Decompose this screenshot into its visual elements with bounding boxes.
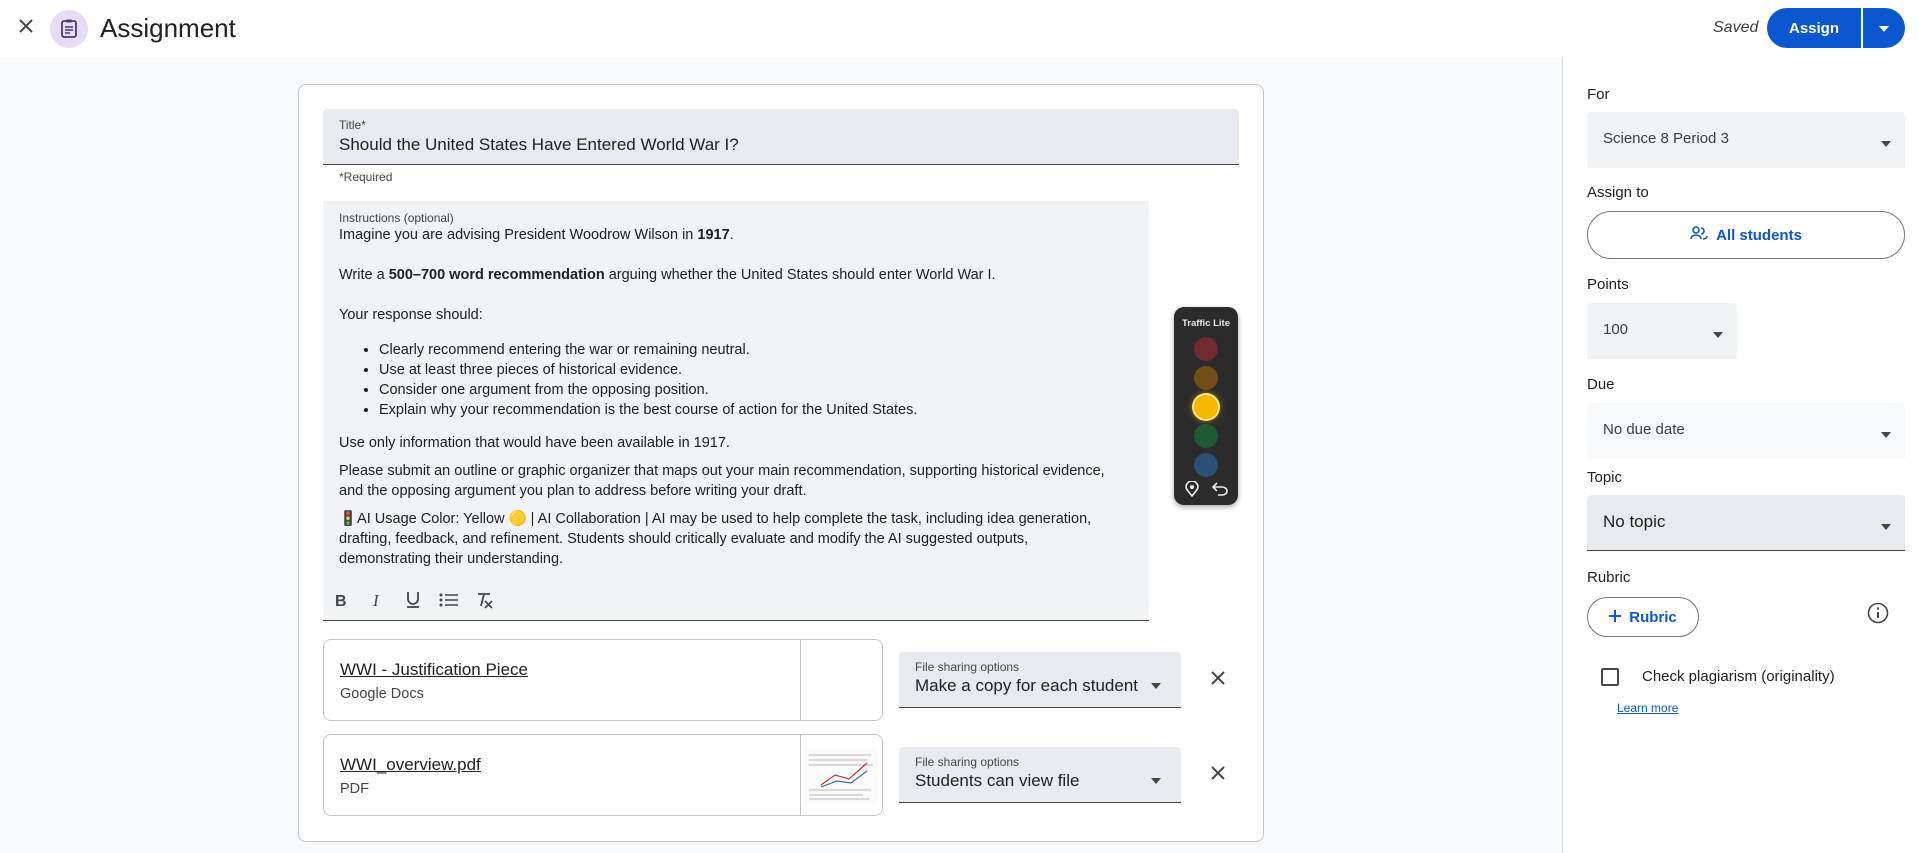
- instructions-line: and the opposing argument you plan to address before writing your draft.: [339, 483, 807, 499]
- caret-down-icon: [1713, 325, 1723, 343]
- svg-text:B: B: [335, 592, 347, 608]
- caret-down-icon: [1881, 134, 1891, 152]
- close-button[interactable]: [10, 12, 42, 44]
- traffic-lite-label: Traffic Lite: [1181, 318, 1231, 329]
- attachment-thumbnail: [800, 640, 882, 720]
- list-item: • Explain why your recommendation is the best course of action for the United States.: [379, 400, 917, 420]
- attachment-type: Google Docs: [340, 686, 424, 702]
- title-input[interactable]: Should the United States Have Entered World War I?: [339, 135, 739, 154]
- clear-formatting-button[interactable]: [471, 588, 499, 616]
- traffic-light-red[interactable]: [1194, 337, 1218, 361]
- page-title: Assignment: [100, 13, 236, 43]
- saved-status: Saved: [1713, 19, 1759, 36]
- topic-value: No topic: [1603, 512, 1666, 531]
- attachment-title[interactable]: WWI_overview.pdf: [340, 755, 481, 774]
- class-select[interactable]: [1587, 112, 1905, 168]
- people-icon: [1690, 226, 1708, 244]
- required-note: *Required: [339, 170, 393, 184]
- list-item: • Consider one argument from the opposing position.: [379, 380, 917, 400]
- bulleted-list-button[interactable]: [435, 588, 463, 616]
- attachment-title[interactable]: WWI - Justification Piece: [340, 660, 528, 679]
- top-app-bar: [0, 0, 1918, 58]
- topic-select[interactable]: [1587, 495, 1905, 551]
- caret-down-icon: [1879, 19, 1889, 37]
- instructions-line: 🚦AI Usage Color: Yellow 🟡 | AI Collaboration | AI may be used to help complete the task, including idea generation,: [339, 511, 1092, 527]
- learn-more-link[interactable]: Learn more: [1617, 701, 1679, 715]
- all-students-button[interactable]: [1587, 211, 1905, 259]
- plagiarism-checkbox[interactable]: [1601, 668, 1619, 686]
- add-rubric-label: Rubric: [1629, 608, 1677, 626]
- list-item: • Clearly recommend entering the war or remaining neutral.: [379, 340, 917, 360]
- instructions-line: drafting, feedback, and refinement. Students should critically evaluate and modify the AI suggested outputs,: [339, 531, 1029, 547]
- caret-down-icon: [1881, 517, 1891, 535]
- add-rubric-button[interactable]: [1587, 597, 1699, 637]
- title-label: Title*: [339, 118, 366, 132]
- italic-icon: [369, 592, 385, 613]
- traffic-light-green[interactable]: [1194, 424, 1218, 448]
- remove-attachment-button[interactable]: [1204, 761, 1232, 789]
- for-label: For: [1587, 86, 1610, 103]
- topic-label: Topic: [1587, 469, 1623, 486]
- info-icon: [1867, 602, 1889, 629]
- caret-down-icon: [1881, 425, 1891, 443]
- due-date-select[interactable]: [1587, 403, 1905, 459]
- assign-button[interactable]: Assign: [1767, 8, 1861, 48]
- instructions-line: Your response should:: [339, 307, 483, 323]
- file-sharing-select[interactable]: [899, 747, 1181, 803]
- file-sharing-label: File sharing options: [915, 755, 1020, 769]
- points-label: Points: [1587, 276, 1629, 293]
- caret-down-icon: [1151, 771, 1161, 789]
- close-icon: [1211, 766, 1225, 785]
- list-item: • Use at least three pieces of historical evidence.: [379, 360, 917, 380]
- instructions-line: demonstrating their understanding.: [339, 551, 564, 567]
- instructions-bullet-list: [379, 340, 917, 420]
- due-label: Due: [1587, 376, 1615, 393]
- italic-button[interactable]: [363, 588, 391, 616]
- bold-icon: [333, 592, 349, 613]
- rubric-label: Rubric: [1587, 569, 1631, 586]
- instructions-line: Use only information that would have been available in 1917.: [339, 435, 730, 451]
- underline-icon: [405, 591, 421, 614]
- undo-icon[interactable]: [1210, 479, 1230, 499]
- all-students-label: All students: [1716, 226, 1802, 244]
- file-sharing-label: File sharing options: [915, 660, 1020, 674]
- points-value: 100: [1603, 321, 1629, 338]
- traffic-light-blue[interactable]: [1194, 453, 1218, 477]
- class-select-value: Science 8 Period 3: [1603, 130, 1729, 147]
- attachment-pdf[interactable]: [323, 734, 883, 816]
- rubric-info-button[interactable]: [1866, 603, 1890, 627]
- assign-to-label: Assign to: [1587, 184, 1649, 201]
- attachment-google-doc[interactable]: [323, 639, 883, 721]
- file-sharing-value: Make a copy for each student: [915, 676, 1139, 695]
- instructions-label: Instructions (optional): [339, 211, 454, 225]
- plus-icon: [1609, 609, 1621, 626]
- due-date-value: No due date: [1603, 421, 1685, 438]
- pdf-thumbnail: [800, 735, 882, 815]
- traffic-lite-widget: [1174, 307, 1238, 505]
- points-select[interactable]: [1587, 303, 1737, 359]
- underline-button[interactable]: [399, 588, 427, 616]
- instructions-line: Write a 500–700 word recommendation arguing whether the United States should enter World War I.: [339, 267, 996, 283]
- bold-button[interactable]: [327, 588, 355, 616]
- instructions-line: Please submit an outline or graphic organizer that maps out your main recommendation, supporting historical evidence,: [339, 463, 1105, 479]
- close-icon: [18, 18, 34, 39]
- bulleted-list-icon: [439, 592, 459, 613]
- plagiarism-label: Check plagiarism (originality): [1642, 668, 1835, 685]
- remove-attachment-button[interactable]: [1204, 666, 1232, 694]
- traffic-light-orange[interactable]: [1194, 366, 1218, 390]
- file-sharing-select[interactable]: [899, 652, 1181, 708]
- assignment-icon: [50, 10, 88, 48]
- location-pin-icon[interactable]: [1182, 479, 1202, 499]
- caret-down-icon: [1151, 676, 1161, 694]
- traffic-light-yellow[interactable]: [1194, 395, 1218, 419]
- close-icon: [1211, 671, 1225, 690]
- file-sharing-value: Students can view file: [915, 771, 1080, 790]
- svg-text:I: I: [373, 591, 379, 608]
- attachment-type: PDF: [340, 781, 369, 797]
- clear-formatting-icon: [476, 591, 494, 614]
- instructions-line: Imagine you are advising President Woodrow Wilson in 1917.: [339, 227, 734, 243]
- assign-options-button[interactable]: [1863, 8, 1905, 48]
